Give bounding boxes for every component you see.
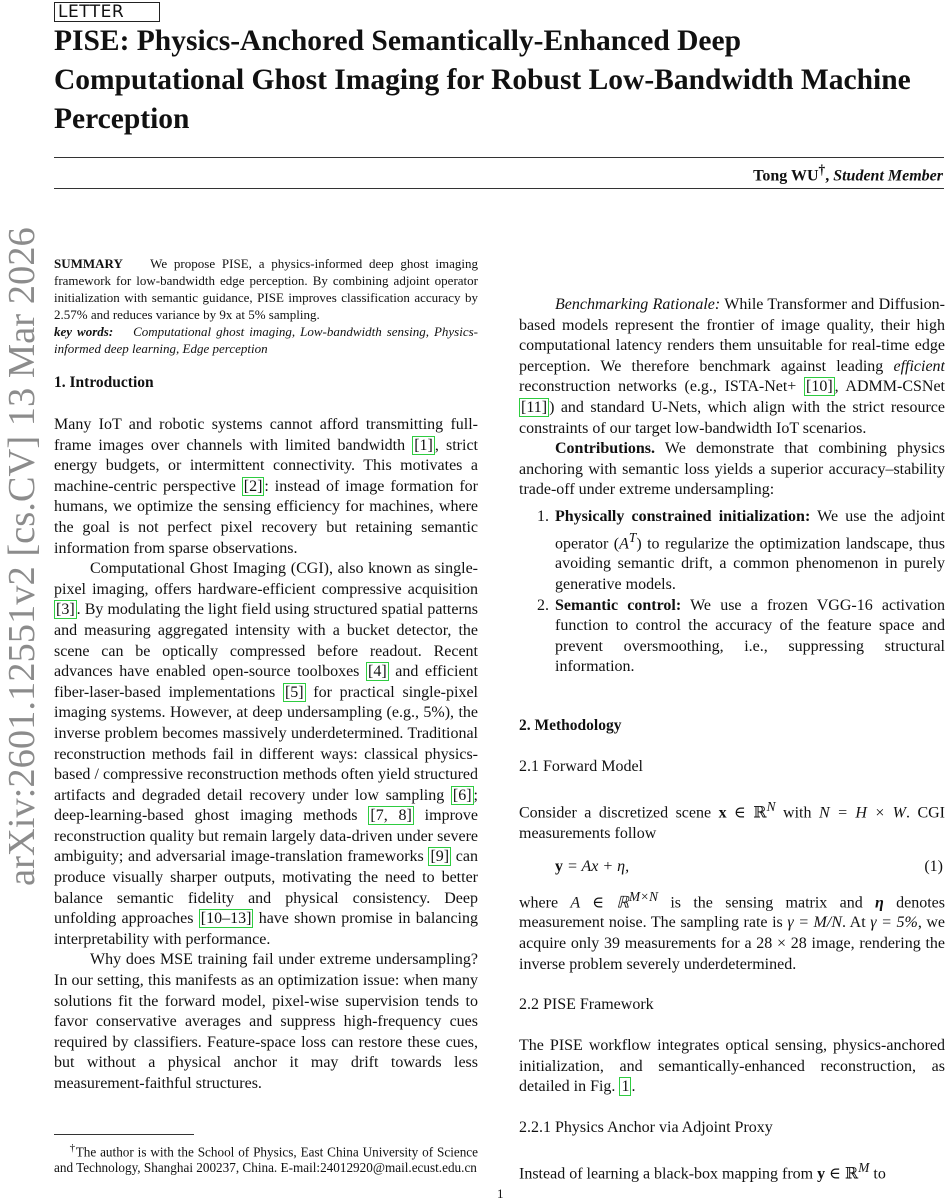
text: . CGI measurements follow: [519, 804, 945, 842]
citation-link[interactable]: [7, 8]: [370, 807, 412, 825]
text: , we acquire only 39 measurements for a 28 × 28 image, rendering the inverse problem severely underdetermined.: [519, 914, 945, 973]
citation-link[interactable]: [11]: [521, 398, 548, 416]
summary-label: SUMMARY: [54, 256, 123, 271]
math: γ = 5%: [870, 914, 918, 932]
author-rule: [54, 188, 944, 189]
keywords-text: Computational ghost imaging, Low-bandwidth sensing, Physics-informed deep learning, Edge perception: [54, 324, 478, 356]
citation-link[interactable]: [6]: [452, 786, 472, 804]
citation-link[interactable]: [9]: [430, 848, 450, 866]
math: x: [718, 804, 727, 822]
author-line: [753, 162, 943, 185]
subsection-2-1: 2.1 Forward Model: [519, 758, 643, 776]
title-rule: [54, 157, 944, 158]
text: : instead of image formation for humans, we optimize the sensing efficiency for machines, where the goal is not perfect pixel recovery but retaining semantic information from sparse observations.: [54, 477, 479, 557]
text: While Transformer and Diffusion-based models represent the frontier of image quality, their high computational latency renders them unsuitable for real-time edge perception. We therefore benchmark against leading: [519, 296, 945, 375]
math: ∈ ℝ: [726, 804, 767, 822]
text: . At: [842, 914, 871, 932]
citation-link[interactable]: [3]: [56, 601, 75, 619]
math: ∈ ℝ: [825, 1165, 859, 1183]
footnote-mark: †: [69, 1142, 76, 1154]
keywords: [54, 323, 478, 357]
summary: [54, 255, 478, 323]
math-sup: N: [766, 799, 776, 815]
intro-heading: 1. Introduction: [54, 374, 154, 391]
text: improve reconstruction quality but remain largely data-driven under severe ambiguity; and adversarial image-translation frameworks: [54, 807, 478, 866]
text: reconstruction networks (e.g., ISTA-Net+: [519, 378, 804, 396]
forward-model-paragraph: [519, 797, 945, 845]
text: Consider a discretized scene: [519, 804, 719, 822]
text: The PISE workflow integrates optical sensing, physics-anchored initialization, and semantically-enhanced reconstruction, as detailed in Fig.: [519, 1037, 945, 1096]
arxiv-stamp: arXiv:2601.12551v2 [cs.CV] 13 Mar 2026: [1, 227, 43, 886]
text: have shown promise in balancing interpretability with performance.: [54, 910, 478, 948]
text: , ADMM-CSNet: [834, 378, 945, 396]
citation-link[interactable]: [2]: [243, 477, 263, 495]
pise-framework-paragraph: [519, 1036, 945, 1098]
text: ) to regularize the optimization landscape, thus avoiding semantic drift, a common phenomenon in purely generative models.: [555, 534, 945, 594]
text: is the sensing matrix and: [658, 893, 876, 911]
sensing-paragraph: [519, 887, 945, 976]
subsection-2-2-1: 2.2.1 Physics Anchor via Adjoint Proxy: [519, 1119, 773, 1137]
list-item: [553, 507, 945, 596]
citation-link[interactable]: [5]: [284, 683, 304, 701]
list-item: [553, 596, 945, 678]
page-number: 1: [497, 1186, 504, 1201]
text: We demonstrate that combining physics anchoring with semantic loss yields a superior accuracy–stability trade-off under extreme undersampling:: [519, 440, 945, 499]
equation-body: [555, 857, 629, 877]
math: = Ax + η,: [563, 857, 630, 875]
text: ) and standard U-Nets, which align with the strict resource constraints of our target low-bandwidth IoT scenarios.: [519, 398, 945, 437]
summary-text: We propose PISE, a physics-informed deep ghost imaging framework for low-bandwidth edge perception. By combining adjoint operator initialization with semantic guidance, PISE improves classification accuracy by 2.57% and reduces variance by 9x at 5% sampling.: [54, 256, 478, 322]
footnote: [54, 1140, 478, 1176]
citation-link[interactable]: [4]: [368, 663, 387, 681]
math: γ = M/N: [787, 914, 842, 932]
math-sup: T: [628, 529, 637, 545]
text: , strict energy budgets, or intermittent connectivity. This motivates a machine-centric perspective: [54, 436, 478, 495]
benchmark-paragraph: [519, 295, 945, 439]
subsection-2-2: 2.2 PISE Framework: [519, 996, 654, 1014]
text: Computational Ghost Imaging (CGI), also known as single-pixel imaging, offers hardware-efficient compressive acquisition: [54, 560, 478, 598]
text: ; deep-learning-based ghost imaging methods: [54, 786, 478, 825]
math: y: [555, 857, 563, 875]
text: with: [775, 804, 819, 822]
contributions-paragraph: [519, 439, 945, 501]
text: for practical single-pixel imaging systems. However, at deep undersampling (e.g., 5%), the inverse problem becomes massively underdetermined. Traditional reconstruction methods fail in different ways: classical physics-based / compressive reconstruction methods often yield structured artifacts and degraded detail recovery under low sampling: [54, 683, 479, 804]
equation-number: (1): [924, 857, 943, 875]
text: .: [631, 1078, 636, 1096]
math: A ∈ ℝ: [570, 893, 630, 911]
letter-badge: LETTER: [54, 2, 160, 22]
keywords-label: key words:: [54, 324, 114, 339]
text: where: [519, 893, 571, 911]
footnote-text: The author is with the School of Physics, East China University of Science and Technology, Shanghai 200237, China. E-mail:24012920@mail.ecust.edu.cn: [54, 1144, 479, 1176]
text: We use the adjoint operator (: [555, 507, 945, 552]
text: can produce visually sharper outputs, motivating the need to better balance semantic fidelity and physical consistency. Deep unfolding approaches: [54, 848, 479, 928]
math: η: [875, 893, 884, 911]
text: Instead of learning a black-box mapping from: [519, 1165, 818, 1183]
author-mark: †: [818, 162, 826, 177]
figure-link[interactable]: 1: [621, 1078, 630, 1096]
contributions-list: [519, 507, 945, 678]
math: A: [619, 534, 629, 552]
intro-paragraph-3: Why does MSE training fail under extreme undersampling? In our setting, this manifests as an optimization issue: when many solutions fit the forward model, pixel-wise supervision tends to favor conservative averages and suppress high-frequency cues required by classifiers. Feature-space loss can restore these cues, but without a physical anchor it may drift towards less measurement-faithful structures.: [54, 951, 478, 1092]
text: . By modulating the light field using structured spatial patterns and measuring aggregated intensity with a bucket detector, the scene can be optically compressed before readout. Recent advances have enabled open-source toolboxes: [54, 601, 478, 681]
intro-paragraph-1: [54, 415, 478, 559]
author-sep: ,: [825, 167, 834, 185]
citation-link[interactable]: [1]: [414, 436, 433, 454]
math: N = H × W: [818, 804, 906, 822]
math-sup: M: [858, 1160, 870, 1176]
citation-link[interactable]: [10]: [806, 378, 833, 396]
text: denotes measurement noise. The sampling rate is: [519, 893, 945, 932]
right-column: [519, 253, 945, 1185]
item-label: Physically constrained initialization:: [555, 507, 811, 525]
item-label: Semantic control:: [555, 596, 682, 614]
text: and efficient fiber-laser-based implementations: [54, 663, 479, 701]
intro-paragraph-2: [54, 559, 478, 950]
equation-1: [519, 857, 945, 879]
citation-link[interactable]: [10–13]: [200, 910, 252, 928]
benchmark-label: Benchmarking Rationale:: [555, 296, 721, 313]
methodology-heading: 2. Methodology: [519, 717, 622, 735]
physics-anchor-paragraph: [519, 1158, 945, 1185]
math-sup: M×N: [629, 888, 659, 904]
text: We use a frozen VGG-16 activation function to control the accuracy of the feature space and prevent oversmoothing, i.e., suppressing structural information.: [555, 596, 945, 676]
contributions-label: Contributions.: [555, 440, 656, 458]
math: y: [817, 1165, 826, 1183]
left-column: [54, 255, 478, 1095]
text: to: [869, 1165, 886, 1183]
paper-title: PISE: Physics-Anchored Semantically-Enhanced Deep Computational Ghost Imaging for Robust Low-Bandwidth Machine Perception: [54, 25, 911, 135]
emphasis: efficient: [893, 357, 945, 375]
author-name: Tong WU: [753, 167, 819, 185]
author-membership: Student Member: [833, 167, 943, 185]
text: Many IoT and robotic systems cannot afford transmitting full-frame images over channels with limited bandwidth: [54, 416, 478, 454]
footnote-rule: [54, 1134, 194, 1135]
